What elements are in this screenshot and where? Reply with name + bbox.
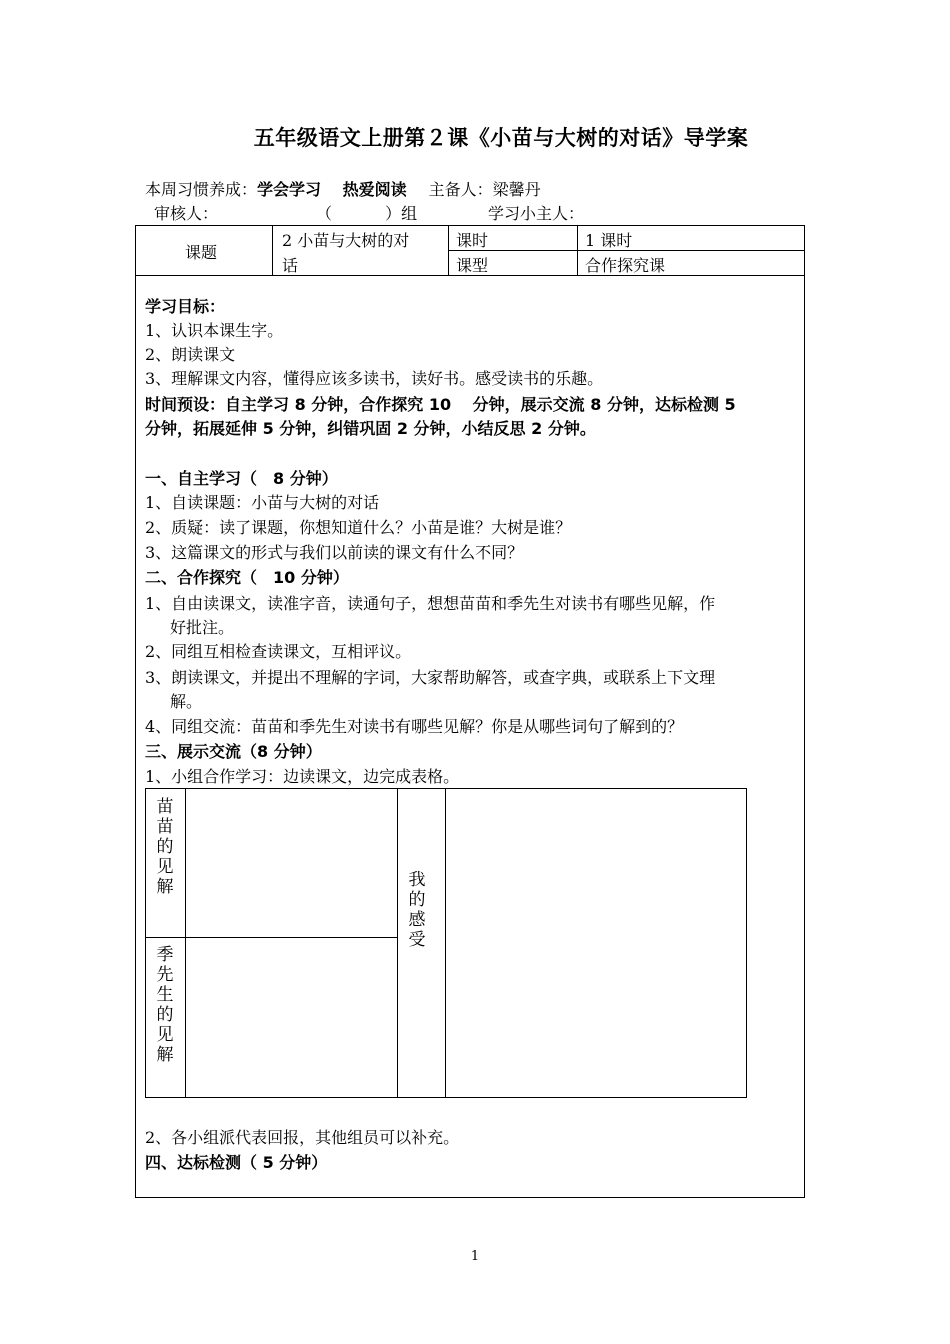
section-2-item-1: 1、自由读课文，读准字音，读通句子，想想苗苗和季先生对读书有哪些见解，作	[145, 594, 716, 613]
section-2-item-4: 4、同组交流：苗苗和季先生对读书有哪些见解？你是从哪些词句了解到的？	[145, 717, 684, 736]
period-label: 课时	[456, 231, 489, 250]
group-field: （ ）组	[316, 204, 418, 223]
goal-3: 3、理解课文内容，懂得应该多读书，读好书。感受读书的乐趣。	[145, 369, 604, 388]
section-1-item-3: 3、这篇课文的形式与我们以前读的课文有什么不同？	[145, 543, 524, 562]
frame-top	[135, 225, 805, 226]
miaomiao-opinion-label: 苗苗的见解	[156, 797, 174, 897]
section-3-item-1: 1、小组合作学习：边读课文，边完成表格。	[145, 767, 460, 786]
reviewer-row	[154, 201, 218, 224]
preparer: 主备人：梁馨丹	[428, 180, 541, 199]
header-vline-1	[272, 225, 273, 275]
inner-table-vline-2	[397, 788, 398, 1098]
leader-label: 学习小主人：	[488, 204, 585, 223]
inner-table-hline	[145, 937, 398, 938]
time-plan-line1: 时间预设：自主学习 8 分钟，合作探究 10 分钟，展示交流 8 分钟，达标检测 5	[145, 395, 736, 414]
page-title: 五年级语文上册第２课《小苗与大树的对话》导学案	[253, 126, 749, 150]
habit-value: 学会学习 热爱阅读	[257, 180, 407, 199]
ji-opinion-label: 季先生的见解	[156, 945, 174, 1065]
habit-row	[145, 177, 541, 200]
section-1-heading: 一、自主学习（ 8 分钟）	[145, 469, 338, 488]
type-label: 课型	[456, 256, 489, 275]
section-2-item-3-cont: 解。	[170, 692, 203, 711]
section-2-item-2: 2、同组互相检查读课文，互相评议。	[145, 642, 412, 661]
frame-left	[135, 225, 136, 1198]
time-plan-line2: 分钟，拓展延伸 5 分钟，纠错巩固 2 分钟，小结反思 2 分钟。	[145, 419, 596, 438]
topic-label: 课题	[185, 243, 218, 262]
page-number: 1	[470, 1249, 480, 1264]
goal-2: 2、朗读课文	[145, 345, 236, 364]
frame-bottom	[135, 1197, 805, 1198]
section-4-heading: 四、达标检测（ 5 分钟）	[145, 1153, 328, 1172]
inner-table-left	[145, 788, 146, 1098]
inner-table-right	[746, 788, 747, 1098]
section-2-heading: 二、合作探究（ 10 分钟）	[145, 568, 349, 587]
type-value: 合作探究课	[585, 256, 666, 275]
period-value: 1 课时	[585, 231, 633, 250]
section-1-item-2: 2、质疑：读了课题，你想知道什么？小苗是谁？大树是谁？	[145, 518, 572, 537]
inner-table-top	[145, 788, 747, 789]
topic-value-line1: 2 小苗与大树的对	[282, 231, 410, 250]
section-1-item-1: 1、自读课题：小苗与大树的对话	[145, 493, 380, 512]
goal-1: 1、认识本课生字。	[145, 321, 284, 340]
goals-heading: 学习目标：	[145, 297, 226, 316]
topic-value-line2: 话	[282, 256, 299, 275]
inner-table-bottom	[145, 1097, 747, 1098]
section-2-item-3: 3、朗读课文，并提出不理解的字词，大家帮助解答，或查字典，或联系上下文理	[145, 668, 716, 687]
section-2-item-1-cont: 好批注。	[170, 618, 235, 637]
my-feeling-label: 我的感受	[408, 870, 426, 950]
frame-right	[804, 225, 805, 1198]
inner-table-vline-1	[185, 788, 186, 1098]
inner-table-vline-3	[445, 788, 446, 1098]
section-3-heading: 三、展示交流（8 分钟）	[145, 742, 322, 761]
section-3-item-2: 2、各小组派代表回报，其他组员可以补充。	[145, 1128, 460, 1147]
reviewer-label: 审核人：	[154, 204, 219, 223]
habit-label: 本周习惯养成：	[145, 180, 258, 199]
